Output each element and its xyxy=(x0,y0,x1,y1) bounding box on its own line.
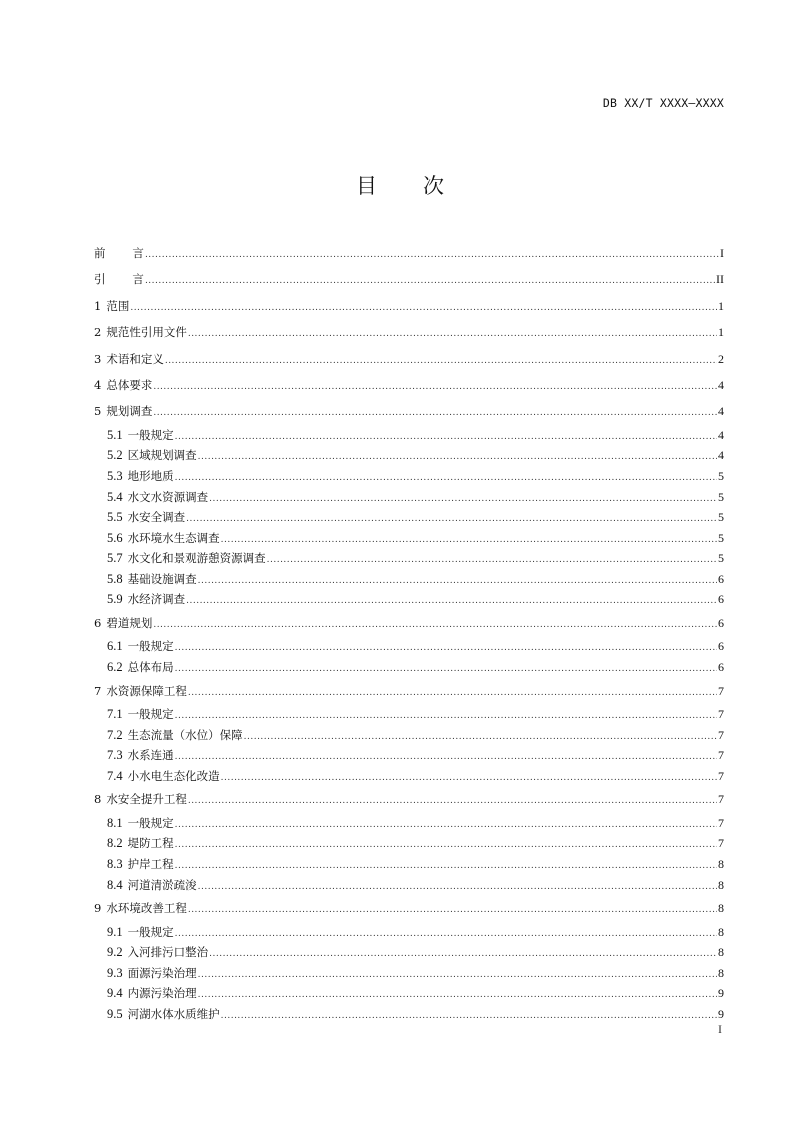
toc-entry-page: 2 xyxy=(718,351,724,366)
toc-entry-number: 4 xyxy=(94,377,102,392)
toc-entry-page: 5 xyxy=(718,468,724,483)
toc-entry[interactable] xyxy=(94,983,724,1004)
toc-entry-number: 2 xyxy=(94,325,102,340)
toc-entry-label: 面源污染治理 xyxy=(127,965,197,980)
toc-entry[interactable] xyxy=(94,507,724,528)
toc-entry-label: 水资源保障工程 xyxy=(106,683,187,698)
toc-leader-dots xyxy=(244,727,717,748)
toc-entry-page: 5 xyxy=(718,530,724,545)
toc-leader-dots xyxy=(175,468,717,489)
toc-entry[interactable] xyxy=(94,657,724,678)
toc-entry-number: 8 xyxy=(94,792,102,807)
toc-entry-page: 6 xyxy=(718,592,724,607)
toc-entry-label: 一般规定 xyxy=(127,707,174,722)
toc-entry[interactable] xyxy=(94,240,724,266)
toc-entry-number: 引 xyxy=(94,272,106,287)
toc-leader-dots xyxy=(188,897,717,923)
toc-leader-dots xyxy=(165,348,717,374)
toc-entry-page: 8 xyxy=(718,857,724,871)
toc-entry[interactable] xyxy=(94,813,724,834)
toc-entry[interactable] xyxy=(94,346,724,372)
title-char-1: 目 xyxy=(356,174,377,198)
toc-entry-label: 生态流量（水位）保障 xyxy=(127,727,243,742)
toc-leader-dots xyxy=(198,965,717,986)
toc-entry-number: 7.2 xyxy=(107,727,123,742)
toc-entry-label: 水文水资源调查 xyxy=(127,489,209,504)
toc-entry-number: 5.9 xyxy=(107,592,123,607)
toc-entry-page: 9 xyxy=(718,1006,724,1021)
toc-leader-dots xyxy=(221,1006,717,1027)
toc-entry-page: 7 xyxy=(718,707,724,722)
toc-entry[interactable] xyxy=(94,1004,724,1025)
toc-entry[interactable] xyxy=(94,266,724,292)
toc-entry-page: 7 xyxy=(718,815,724,830)
toc-entry-number: 5.3 xyxy=(107,468,123,483)
toc-entry-page: 7 xyxy=(718,768,724,783)
toc-entry[interactable] xyxy=(94,425,724,446)
toc-entry-number: 6.2 xyxy=(107,660,123,675)
toc-leader-dots xyxy=(153,612,717,638)
toc-entry[interactable] xyxy=(94,766,724,787)
toc-entry-label: 一般规定 xyxy=(127,924,174,939)
toc-entry-number: 6 xyxy=(94,616,102,631)
document-code: DB XX/T XXXX—XXXX xyxy=(602,96,724,110)
toc-entry-number: 5.7 xyxy=(107,551,123,566)
toc-entry-number: 5.8 xyxy=(107,571,123,586)
toc-leader-dots xyxy=(175,835,717,856)
toc-leader-dots xyxy=(198,571,717,592)
toc-entry[interactable] xyxy=(94,589,724,610)
toc-leader-dots xyxy=(188,680,717,706)
toc-entry-page: 8 xyxy=(718,924,724,939)
toc-entry[interactable] xyxy=(94,895,724,921)
toc-entry-label: 河湖水体水质维护 xyxy=(127,1006,220,1021)
toc-entry[interactable] xyxy=(94,548,724,569)
toc-entry-label: 一般规定 xyxy=(127,639,174,654)
toc-entry-number: 9 xyxy=(94,901,102,916)
toc-entry-number: 5.1 xyxy=(107,427,123,442)
toc-entry-page: 8 xyxy=(718,945,724,960)
toc-leader-dots xyxy=(175,856,717,877)
toc-entry-number: 7.3 xyxy=(107,748,123,763)
toc-entry-page: 8 xyxy=(718,901,724,916)
toc-entry-label: 水文化和景观游憩资源调查 xyxy=(127,551,266,566)
toc-leader-dots xyxy=(175,747,717,768)
toc-leader-dots xyxy=(188,321,717,347)
toc-entry-label: 水系连通 xyxy=(127,748,174,763)
toc-entry[interactable] xyxy=(94,745,724,766)
page-title xyxy=(0,170,800,200)
toc-entry-label: 内源污染治理 xyxy=(127,986,197,1001)
toc-entry-page: 8 xyxy=(718,877,724,892)
toc-entry-number: 5.6 xyxy=(107,530,123,545)
toc-entry-label: 地形地质 xyxy=(127,468,174,483)
toc-entry[interactable] xyxy=(94,569,724,590)
toc-leader-dots xyxy=(186,509,717,530)
toc-entry-number: 9.5 xyxy=(107,1006,123,1021)
toc-entry-label: 规划调查 xyxy=(106,404,153,419)
toc-leader-dots xyxy=(175,659,717,680)
toc-entry[interactable] xyxy=(94,445,724,466)
toc-entry-number: 9.1 xyxy=(107,924,123,939)
toc-entry-page: 1 xyxy=(718,325,724,340)
toc-leader-dots xyxy=(175,427,717,448)
toc-entry-number: 9.4 xyxy=(107,986,123,1001)
toc-entry-label: 小水电生态化改造 xyxy=(127,768,220,783)
toc-entry-label: 规范性引用文件 xyxy=(106,325,187,340)
toc-entry-page: 6 xyxy=(718,616,724,631)
toc-entry-label: 总体要求 xyxy=(106,377,153,392)
toc-entry-page: 7 xyxy=(718,727,724,742)
toc-entry-page: 8 xyxy=(718,965,724,980)
toc-entry-label: 基础设施调查 xyxy=(127,571,197,586)
toc-entry[interactable] xyxy=(94,942,724,963)
toc-entry-page: I xyxy=(720,246,724,260)
toc-entry-page: 6 xyxy=(718,639,724,654)
toc-leader-dots xyxy=(175,924,717,945)
toc-leader-dots xyxy=(175,706,717,727)
toc-entry-number: 8.4 xyxy=(107,877,123,892)
toc-leader-dots xyxy=(198,877,717,898)
toc-entry-page: 7 xyxy=(718,683,724,698)
toc-entry[interactable] xyxy=(94,704,724,725)
toc-leader-dots xyxy=(153,374,717,400)
toc-entry-label: 堤防工程 xyxy=(127,836,174,851)
toc-leader-dots xyxy=(175,638,717,659)
toc-leader-dots xyxy=(209,944,717,965)
toc-entry[interactable] xyxy=(94,875,724,896)
toc-leader-dots xyxy=(130,295,717,321)
toc-entry[interactable] xyxy=(94,398,724,424)
toc-entry[interactable] xyxy=(94,466,724,487)
toc-leader-dots xyxy=(198,985,717,1006)
toc-entry-page: 4 xyxy=(718,404,724,419)
toc-entry-number: 3 xyxy=(94,351,102,366)
toc-entry-page: 1 xyxy=(718,298,724,313)
toc-entry-label: 碧道规划 xyxy=(106,616,153,631)
toc-leader-dots xyxy=(221,768,717,789)
toc-entry-number: 7.4 xyxy=(107,768,123,783)
toc-entry[interactable] xyxy=(94,610,724,636)
toc-entry-label: 一般规定 xyxy=(127,815,174,830)
toc-entry-page: II xyxy=(716,272,724,287)
toc-entry-page: 4 xyxy=(718,448,724,463)
toc-leader-dots xyxy=(188,788,717,814)
toc-leader-dots xyxy=(221,530,717,551)
toc-entry-number: 1 xyxy=(94,298,102,313)
toc-entry-page: 6 xyxy=(718,660,724,675)
toc-entry-label: 一般规定 xyxy=(127,427,174,442)
toc-entry[interactable] xyxy=(94,963,724,984)
toc-leader-dots xyxy=(198,447,717,468)
toc-entry[interactable] xyxy=(94,922,724,943)
toc-leader-dots xyxy=(186,591,717,612)
toc-entry[interactable] xyxy=(94,293,724,319)
toc-entry-page: 7 xyxy=(718,748,724,763)
toc-entry-number: 8.3 xyxy=(107,857,123,871)
toc-leader-dots xyxy=(175,815,717,836)
toc-entry-label: 水环境水生态调查 xyxy=(127,530,220,545)
toc-entry-number: 5 xyxy=(94,404,102,419)
toc-entry[interactable] xyxy=(94,636,724,657)
toc-entry[interactable] xyxy=(94,786,724,812)
toc-entry[interactable] xyxy=(94,319,724,345)
toc-entry-page: 7 xyxy=(718,836,724,851)
toc-entry-label: 范围 xyxy=(106,298,130,313)
toc-entry-label: 术语和定义 xyxy=(106,351,164,366)
toc-entry[interactable] xyxy=(94,678,724,704)
toc-entry-label: 护岸工程 xyxy=(127,857,174,871)
toc-entry-number: 9.3 xyxy=(107,965,123,980)
toc-entry-label: 水安全提升工程 xyxy=(106,792,187,807)
toc-leader-dots xyxy=(267,550,717,571)
toc-leader-dots xyxy=(145,242,719,268)
toc-entry-label: 水安全调查 xyxy=(127,510,186,525)
toc-leader-dots xyxy=(209,489,717,510)
title-char-2: 次 xyxy=(423,174,444,198)
toc-entry[interactable] xyxy=(94,487,724,508)
toc-entry-label: 言 xyxy=(110,246,144,260)
table-of-contents xyxy=(94,240,724,1025)
toc-entry-number: 9.2 xyxy=(107,945,123,960)
toc-entry-number: 5.4 xyxy=(107,489,123,504)
toc-entry-label: 入河排污口整治 xyxy=(127,945,209,960)
toc-entry-number: 7.1 xyxy=(107,707,123,722)
toc-entry-page: 7 xyxy=(718,792,724,807)
toc-entry-page: 5 xyxy=(718,510,724,525)
toc-entry-label: 总体布局 xyxy=(127,660,174,675)
toc-leader-dots xyxy=(153,400,717,426)
footer-page-number: I xyxy=(718,1022,722,1036)
toc-entry-page: 5 xyxy=(718,489,724,504)
toc-entry-number: 5.5 xyxy=(107,510,123,525)
toc-entry-label: 河道清淤疏浚 xyxy=(127,877,197,892)
toc-entry-page: 6 xyxy=(718,571,724,586)
toc-entry[interactable] xyxy=(94,854,724,875)
toc-entry-number: 6.1 xyxy=(107,639,123,654)
toc-entry[interactable] xyxy=(94,725,724,746)
toc-leader-dots xyxy=(145,268,715,294)
toc-entry-number: 前 xyxy=(94,246,106,260)
toc-entry-label: 区域规划调查 xyxy=(127,448,197,463)
toc-entry-page: 4 xyxy=(718,427,724,442)
toc-entry-label: 水经济调查 xyxy=(127,592,186,607)
toc-entry-number: 8.1 xyxy=(107,815,123,830)
toc-entry-number: 8.2 xyxy=(107,836,123,851)
toc-entry[interactable] xyxy=(94,833,724,854)
toc-entry-label: 水环境改善工程 xyxy=(106,901,187,916)
toc-entry-page: 5 xyxy=(718,551,724,566)
toc-entry-number: 5.2 xyxy=(107,448,123,463)
toc-entry[interactable] xyxy=(94,372,724,398)
toc-entry-page: 4 xyxy=(718,377,724,392)
toc-entry-number: 7 xyxy=(94,683,102,698)
toc-entry[interactable] xyxy=(94,528,724,549)
toc-entry-label: 言 xyxy=(110,272,144,287)
toc-entry-page: 9 xyxy=(718,986,724,1001)
